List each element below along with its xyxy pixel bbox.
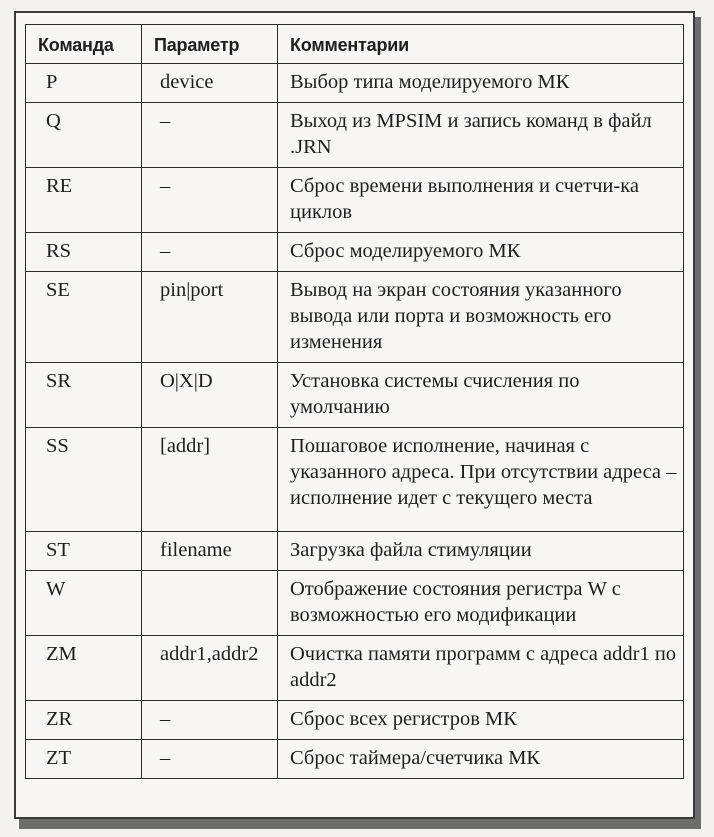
table-row [26, 233, 684, 272]
cell-comment: Загрузка файла стимуляции [278, 532, 684, 571]
cell-comment: Сброс времени выполнения и счетчи-ка циклов [278, 168, 684, 233]
cell-parameter: [addr] [142, 428, 278, 532]
table-row [26, 168, 684, 233]
cell-command: SR [26, 363, 142, 428]
cell-comment: Вывод на экран состояния указанного вывода или порта и возможность его изменения [278, 272, 684, 363]
table-row [26, 363, 684, 428]
cell-parameter: – [142, 701, 278, 740]
cell-parameter: addr1,addr2 [142, 636, 278, 701]
table-frame [14, 11, 695, 819]
cell-parameter: O|X|D [142, 363, 278, 428]
header-command: Команда [26, 25, 142, 64]
cell-comment: Выбор типа моделируемого МК [278, 64, 684, 103]
cell-parameter [142, 571, 278, 636]
table-row [26, 740, 684, 779]
table-row [26, 571, 684, 636]
header-row [26, 25, 684, 64]
cell-parameter: – [142, 233, 278, 272]
cell-command: SS [26, 428, 142, 532]
header-parameter: Параметр [142, 25, 278, 64]
cell-comment: Очистка памяти программ с адреса addr1 по addr2 [278, 636, 684, 701]
table-row [26, 272, 684, 363]
cell-comment: Сброс всех регистров МК [278, 701, 684, 740]
table-row [26, 428, 684, 532]
cell-parameter: – [142, 740, 278, 779]
cell-command: ZR [26, 701, 142, 740]
header-comment: Комментарии [278, 25, 684, 64]
cell-command: P [26, 64, 142, 103]
table-row [26, 103, 684, 168]
cell-command: W [26, 571, 142, 636]
cell-comment: Сброс моделируемого МК [278, 233, 684, 272]
cell-command: ST [26, 532, 142, 571]
cell-comment: Сброс таймера/счетчика МК [278, 740, 684, 779]
table-row [26, 701, 684, 740]
cell-comment: Установка системы счисления по умолчанию [278, 363, 684, 428]
cell-command: ZT [26, 740, 142, 779]
commands-table [25, 24, 684, 779]
cell-comment: Отображение состояния регистра W с возможностью его модификации [278, 571, 684, 636]
table-row [26, 636, 684, 701]
cell-parameter: filename [142, 532, 278, 571]
cell-command: Q [26, 103, 142, 168]
cell-parameter: – [142, 168, 278, 233]
cell-command: ZM [26, 636, 142, 701]
cell-comment: Пошаговое исполнение, начиная с указанного адреса. При отсутствии адреса – исполнение идет с текущего места [278, 428, 684, 532]
cell-parameter: pin|port [142, 272, 278, 363]
table-row [26, 64, 684, 103]
cell-parameter: device [142, 64, 278, 103]
cell-command: RS [26, 233, 142, 272]
table-row [26, 532, 684, 571]
cell-comment: Выход из MPSIM и запись команд в файл .JRN [278, 103, 684, 168]
cell-command: RE [26, 168, 142, 233]
cell-parameter: – [142, 103, 278, 168]
cell-command: SE [26, 272, 142, 363]
